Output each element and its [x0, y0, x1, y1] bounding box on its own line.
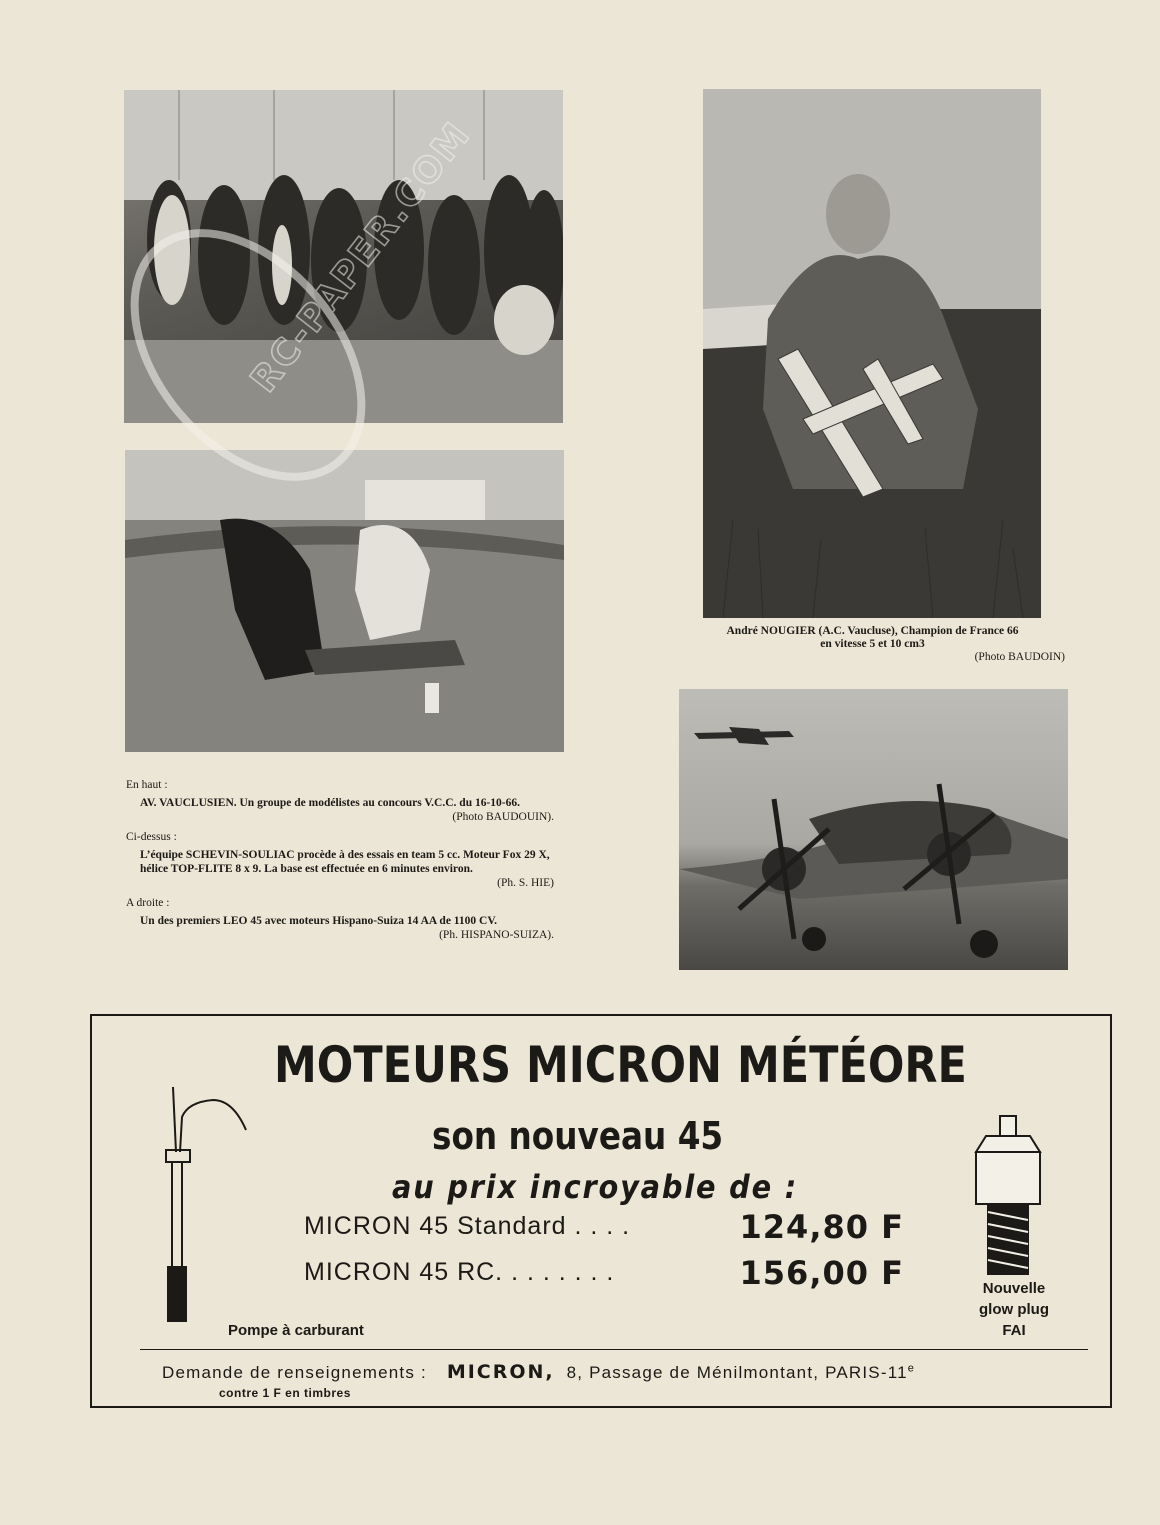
caption-credit-right: (Ph. HISPANO-SUIZA).: [439, 929, 554, 941]
price-row-name: MICRON 45 RC. . . . . . . .: [304, 1258, 615, 1286]
caption-text-above: L’équipe SCHEVIN-SOULIAC procède à des essais en team 5 cc. Moteur Fox 29 X, hélice TOP-FLITE 8 x 9. La base est effectuée en 6 minutes environ.: [140, 849, 550, 875]
photo-leo45-plane: [679, 689, 1068, 970]
ad-footer-note: contre 1 F en timbres: [219, 1386, 351, 1400]
ad-footer-superscript: e: [907, 1362, 916, 1375]
caption-text-right: Un des premiers LEO 45 avec moteurs Hispano-Suiza 14 AA de 1100 CV.: [140, 915, 498, 927]
photo-captions: [126, 778, 558, 948]
caption-body-top: [140, 796, 558, 824]
champion-caption: [680, 625, 1065, 664]
photo-champion-nougier: [703, 89, 1041, 618]
pump-label: Pompe à carburant: [228, 1322, 364, 1339]
ad-footer-address: 8, Passage de Ménilmontant, PARIS-11: [566, 1363, 908, 1382]
micron-advertisement: [90, 1014, 1112, 1408]
photo-team-testing: [125, 450, 564, 752]
glow-plug-label-line2: glow plug: [979, 1301, 1049, 1318]
glow-plug-label-line3: FAI: [1002, 1322, 1026, 1339]
caption-heading-right: A droite :: [126, 897, 170, 909]
price-row-value: 156,00 F: [739, 1254, 904, 1292]
caption-heading-top: En haut :: [126, 779, 168, 791]
caption-credit-top: (Photo BAUDOUIN).: [452, 811, 554, 823]
price-row-value: 124,80 F: [739, 1208, 904, 1246]
ad-subtitle: son nouveau 45: [432, 1114, 724, 1158]
champion-caption-credit: (Photo BAUDOIN): [974, 651, 1065, 663]
ad-title: MOTEURS MICRON MÉTÉORE: [274, 1036, 967, 1094]
champion-caption-line1: André NOUGIER (A.C. Vaucluse), Champion de France 66: [726, 625, 1019, 637]
caption-body-right: [140, 914, 558, 942]
glow-plug-label-line1: Nouvelle: [982, 1280, 1046, 1297]
ad-subtitle-price-intro: au prix incroyable de :: [392, 1168, 799, 1206]
photo-group-of-modelers: [124, 90, 563, 423]
caption-credit-above: (Ph. S. HIE): [497, 877, 554, 889]
price-row-rc: [304, 1254, 904, 1290]
price-row-name: MICRON 45 Standard . . . .: [304, 1212, 631, 1240]
caption-text-top: AV. VAUCLUSIEN. Un groupe de modélistes au concours V.C.C. du 16-10-66.: [140, 797, 520, 809]
caption-body-above: [140, 848, 558, 890]
ad-footer-prefix: Demande de renseignements :: [162, 1363, 427, 1382]
glow-plug-label: [954, 1278, 1074, 1341]
glow-plug-icon: [962, 1112, 1062, 1277]
champion-caption-line2: en vitesse 5 et 10 cm3: [820, 638, 925, 650]
ad-divider: [140, 1349, 1088, 1350]
ad-footer-brand: MICRON,: [446, 1361, 555, 1383]
fuel-pump-icon: [158, 1082, 258, 1322]
price-row-standard: [304, 1208, 904, 1244]
ad-footer: [162, 1361, 1102, 1383]
caption-heading-above: Ci-dessus :: [126, 831, 177, 843]
